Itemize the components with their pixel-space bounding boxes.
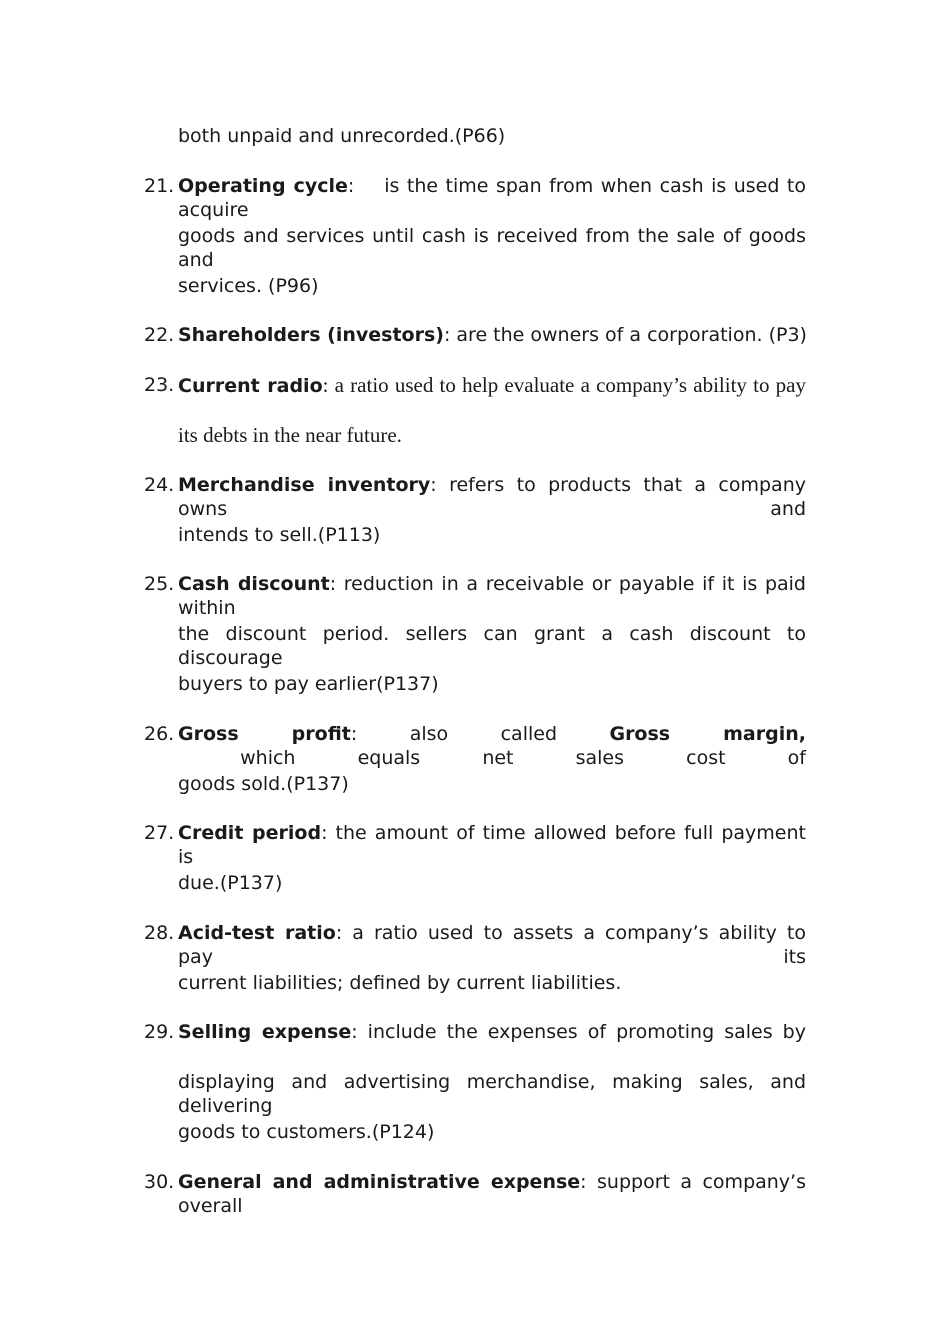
list-item-line	[178, 921, 806, 969]
list-item-line: due.(P137)	[178, 872, 283, 894]
term-label: General and administrative expense	[178, 1171, 581, 1193]
item-number: 25.	[144, 573, 175, 595]
list-item-line: services. (P96)	[178, 275, 319, 297]
list-item-line: current liabilities; defined by current liabilities.	[178, 972, 622, 994]
list-item-line: the discount period. sellers can grant a cash discount to discourage	[178, 623, 806, 669]
list-item-line: its debts in the near future.	[178, 423, 402, 447]
list-item-line: goods and services until cash is received from the sale of goods and	[178, 225, 806, 271]
term-label: Operating cycle	[178, 175, 348, 197]
definition-text: : a ratio used to assets a company’s ability to pay its	[178, 922, 806, 968]
list-item-line	[178, 323, 807, 347]
definition-text: : reduction in a receivable or payable if it is paid within	[178, 573, 806, 619]
list-item-line	[178, 722, 806, 770]
list-item-line	[178, 1020, 806, 1044]
item-number: 22.	[144, 324, 175, 346]
list-item-line: intends to sell.(P113)	[178, 524, 381, 546]
item-number: 24.	[144, 474, 175, 496]
definition-text: : the amount of time allowed before full payment is	[178, 822, 806, 868]
list-item-line	[178, 572, 806, 620]
term-label: Acid-test ratio	[178, 922, 336, 944]
list-item-line	[178, 1170, 806, 1218]
list-item-line: displaying and advertising merchandise, making sales, and delivering	[178, 1071, 806, 1117]
continuation-text: both unpaid and unrecorded.(P66)	[178, 125, 506, 147]
term-label: Credit period	[178, 822, 322, 844]
definition-text: : also called	[350, 723, 610, 745]
item-number: 30.	[144, 1171, 175, 1193]
item-number: 26.	[144, 723, 175, 745]
term-label: Cash discount	[178, 573, 330, 595]
definition-text: which equals net sales cost of	[178, 747, 806, 769]
item-number: 21.	[144, 175, 175, 197]
term-label: Gross profit	[178, 723, 351, 745]
list-item-line	[178, 473, 806, 521]
definition-text: : is the time span from when cash is used to acquire	[178, 175, 806, 221]
list-item-line	[178, 821, 806, 869]
definition-text: : include the expenses of promoting sales by	[351, 1021, 806, 1043]
definition-text: : are the owners of a corporation. (P3)	[443, 324, 807, 346]
item-number: 29.	[144, 1021, 175, 1043]
term-label: Selling expense	[178, 1021, 352, 1043]
list-item-line	[178, 373, 806, 398]
item-number: 23.	[144, 374, 175, 396]
list-item-line	[178, 174, 806, 222]
list-item-line: goods sold.(P137)	[178, 773, 349, 795]
list-item-line: goods to customers.(P124)	[178, 1121, 435, 1143]
term-label: Merchandise inventory	[178, 474, 431, 496]
item-number: 27.	[144, 822, 175, 844]
definition-text: : refers to products that a company owns and	[178, 474, 806, 520]
item-number: 28.	[144, 922, 175, 944]
definition-text: : a ratio used to help evaluate a company’s ability to pay	[322, 373, 806, 397]
term-label: Gross margin,	[609, 723, 806, 745]
term-label: Shareholders (investors)	[178, 324, 444, 346]
term-label: Current radio	[178, 375, 323, 397]
list-item-line: buyers to pay earlier(P137)	[178, 673, 439, 695]
definition-text: : support a company’s overall	[178, 1171, 806, 1217]
